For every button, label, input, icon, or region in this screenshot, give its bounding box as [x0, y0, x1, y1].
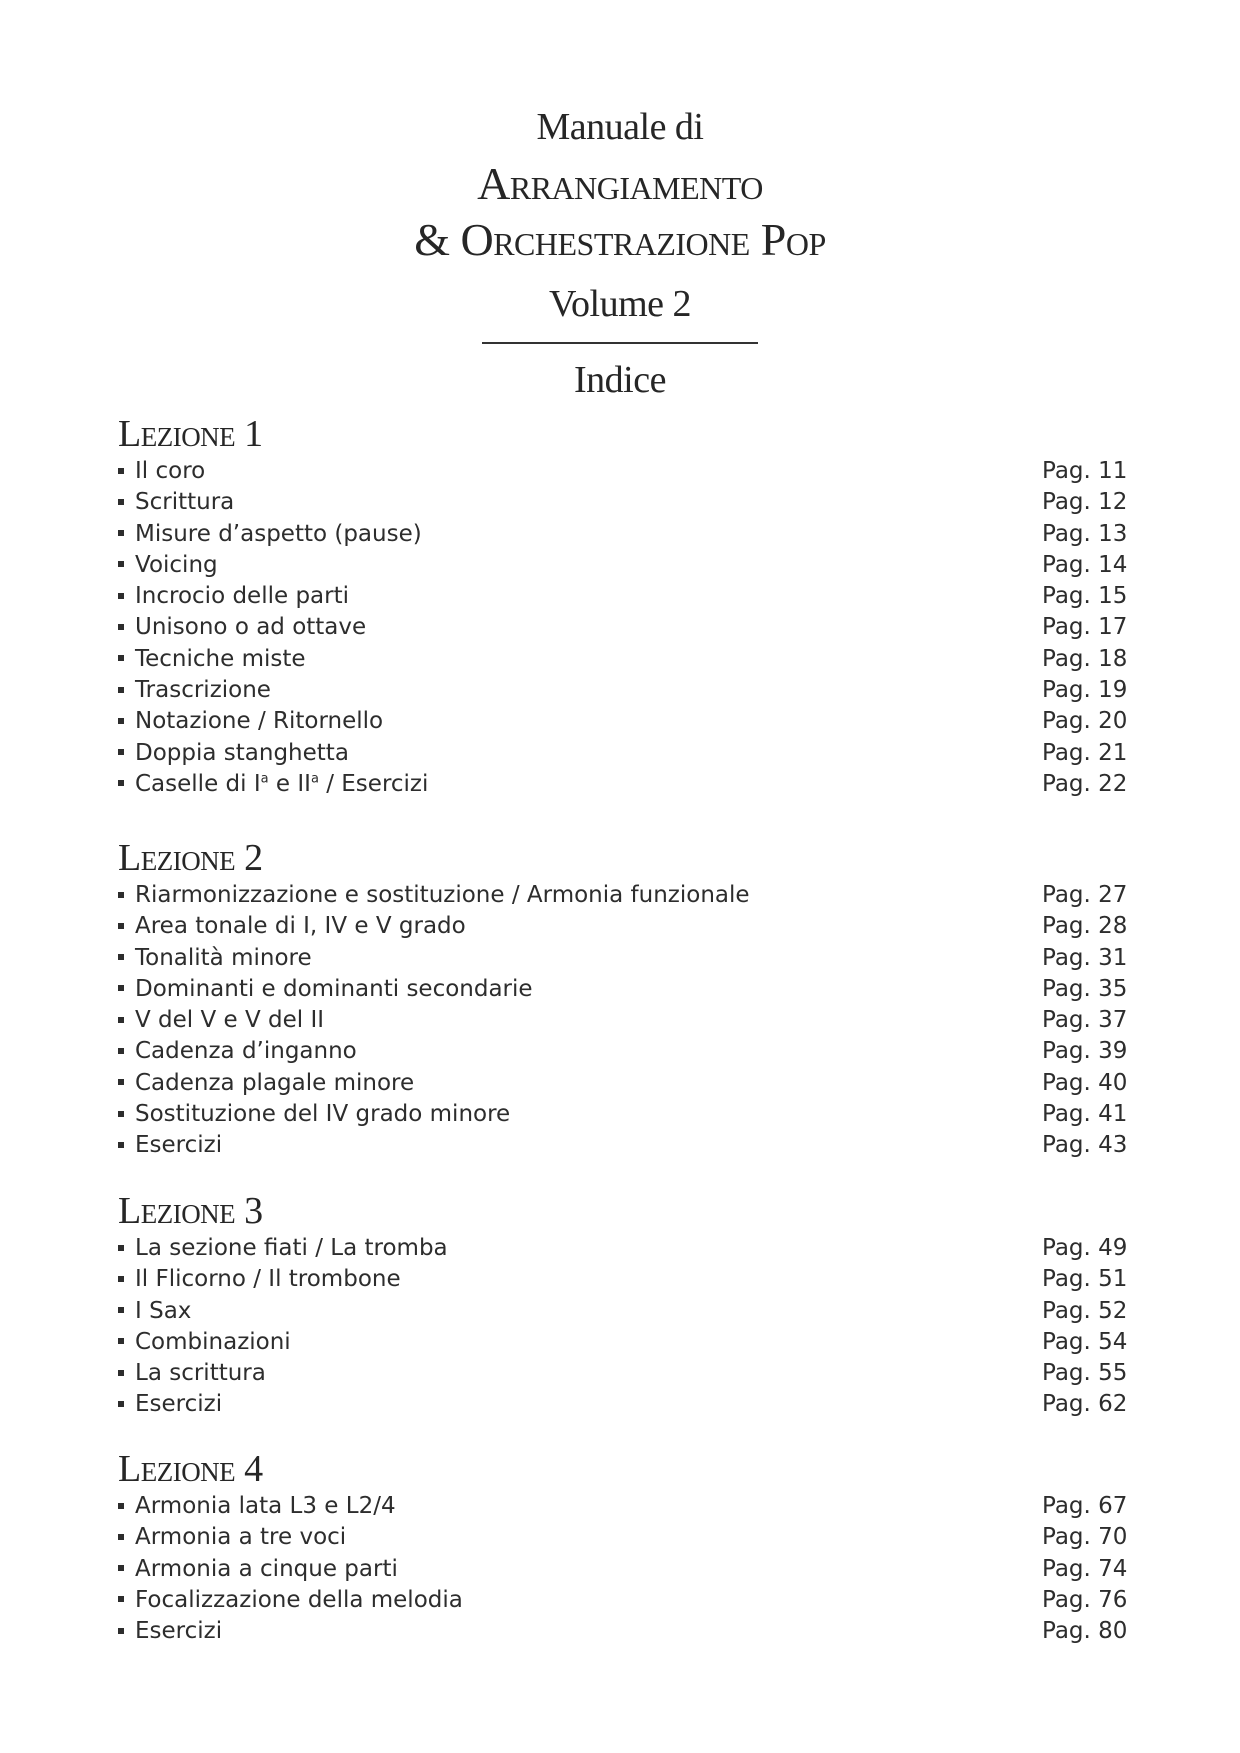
toc-entry-label: Misure d’aspetto (pause) — [135, 520, 422, 547]
lesson-title: Lezione 1 — [118, 413, 263, 455]
toc-entry-label: Area tonale di I, IV e V grado — [135, 913, 466, 940]
toc-entry-page: Pag. 11 — [1042, 458, 1128, 484]
bullet-icon — [118, 1401, 124, 1407]
toc-entry-page: Pag. 27 — [1042, 882, 1128, 908]
bullet-icon — [118, 624, 124, 630]
title-line-2: Arrangiamento — [477, 158, 763, 209]
toc-entry-page: Pag. 74 — [1042, 1555, 1128, 1582]
toc-entry-label: Focalizzazione della melodia — [135, 1586, 463, 1613]
toc-entry[interactable] — [118, 1296, 1128, 1327]
lesson-title: Lezione 2 — [118, 837, 263, 879]
toc-entry-page: Pag. 80 — [1042, 1618, 1128, 1645]
lesson-title: Lezione 3 — [118, 1190, 263, 1232]
bullet-icon — [118, 468, 124, 474]
toc-entry-label: Unisono o ad ottave — [135, 614, 367, 641]
toc-entry-page: Pag. 39 — [1042, 1038, 1128, 1065]
lesson-4-section — [118, 1447, 1128, 1647]
ordinal-superscript: a — [310, 771, 319, 787]
bullet-icon — [118, 1596, 124, 1602]
label-part: / Esercizi — [318, 770, 429, 797]
toc-entry[interactable] — [118, 612, 1128, 643]
toc-entry-page: Pag. 14 — [1042, 551, 1128, 578]
bullet-icon — [118, 718, 124, 724]
toc-entry[interactable] — [118, 487, 1128, 518]
bullet-icon — [118, 954, 124, 960]
bullet-icon — [118, 655, 124, 661]
toc-entry-label: Sostituzione del IV grado minore — [135, 1101, 511, 1128]
toc-entry[interactable] — [118, 1585, 1128, 1616]
toc-entry-label: Voicing — [135, 551, 218, 578]
lesson-2-section — [118, 836, 1128, 1162]
toc-entry-label: Cadenza plagale minore — [135, 1069, 415, 1096]
bullet-icon — [118, 780, 124, 786]
toc-entry[interactable] — [118, 550, 1128, 581]
bullet-icon — [118, 1503, 124, 1509]
bullet-icon — [118, 923, 124, 929]
toc-entry[interactable] — [118, 706, 1128, 737]
toc-entry-page: Pag. 62 — [1042, 1391, 1128, 1418]
toc-entry[interactable] — [118, 1099, 1128, 1130]
lesson-title: Lezione 4 — [118, 1448, 263, 1490]
toc-entry[interactable] — [118, 1522, 1128, 1553]
bullet-icon — [118, 1565, 124, 1571]
toc-entry-label: Armonia lata L3 e L2/4 — [135, 1493, 396, 1519]
bullet-icon — [118, 1079, 124, 1085]
toc-entry-label: Il Flicorno / Il trombone — [135, 1266, 401, 1293]
toc-entry[interactable] — [118, 880, 1128, 911]
toc-entry[interactable] — [118, 1358, 1128, 1389]
bullet-icon — [118, 687, 124, 693]
toc-entry-label: Scrittura — [135, 489, 235, 516]
book-header — [0, 98, 1240, 404]
toc-entry-label: Il coro — [135, 458, 206, 484]
toc-entry-label — [135, 771, 428, 797]
toc-entry[interactable] — [118, 675, 1128, 706]
bullet-icon — [118, 1338, 124, 1344]
toc-entry-label: Doppia stanghetta — [135, 739, 349, 766]
toc-entry-page: Pag. 28 — [1042, 913, 1128, 940]
toc-entry-page: Pag. 35 — [1042, 975, 1128, 1002]
toc-entry-label: Esercizi — [135, 1132, 223, 1159]
toc-entry[interactable] — [118, 1233, 1128, 1264]
toc-entry[interactable] — [118, 1554, 1128, 1585]
toc-entry-page: Pag. 31 — [1042, 944, 1128, 971]
bullet-icon — [118, 1017, 124, 1023]
toc-entry[interactable] — [118, 738, 1128, 769]
toc-entry[interactable] — [118, 1327, 1128, 1358]
bullet-icon — [118, 499, 124, 505]
toc-entry-page: Pag. 76 — [1042, 1586, 1128, 1613]
toc-entry-label: La scrittura — [135, 1360, 266, 1387]
toc-entry-page: Pag. 21 — [1042, 739, 1128, 766]
toc-entry-page: Pag. 52 — [1042, 1297, 1128, 1324]
lesson-1-section — [118, 412, 1128, 800]
toc-entry-label: Tecniche miste — [135, 645, 306, 672]
label-part: e II — [268, 770, 311, 797]
toc-entry-label: Tonalità minore — [135, 944, 312, 971]
toc-entry[interactable] — [118, 1389, 1128, 1420]
bullet-icon — [118, 1628, 124, 1634]
toc-entry-label: Notazione / Ritornello — [135, 708, 384, 735]
toc-entry-page: Pag. 55 — [1042, 1360, 1128, 1387]
toc-entry[interactable] — [118, 1616, 1128, 1647]
toc-entry-page: Pag. 15 — [1042, 583, 1128, 610]
toc-entry-label: V del V e V del II — [135, 1007, 325, 1034]
toc-entry-label: Cadenza d’inganno — [135, 1038, 357, 1065]
toc-entry-label: Dominanti e dominanti secondarie — [135, 975, 533, 1002]
toc-entry[interactable] — [118, 1264, 1128, 1295]
toc-entry[interactable] — [118, 1036, 1128, 1067]
toc-entry-page: Pag. 51 — [1042, 1266, 1128, 1293]
index-title: Indice — [574, 359, 666, 401]
ordinal-superscript: a — [260, 771, 269, 787]
toc-entry[interactable] — [118, 456, 1128, 487]
bullet-icon — [118, 1307, 124, 1313]
bullet-icon — [118, 1370, 124, 1376]
toc-entry[interactable] — [118, 974, 1128, 1005]
toc-entry-label: Riarmonizzazione e sostituzione / Armonia funzionale — [135, 882, 750, 908]
toc-entry-label: Armonia a tre voci — [135, 1524, 347, 1551]
toc-entry[interactable] — [118, 943, 1128, 974]
lesson-3-section — [118, 1189, 1128, 1421]
toc-entry-page: Pag. 43 — [1042, 1132, 1128, 1159]
toc-entry-page: Pag. 20 — [1042, 708, 1128, 735]
bullet-icon — [118, 1534, 124, 1540]
toc-entry[interactable] — [118, 519, 1128, 550]
toc-entry-label: Combinazioni — [135, 1328, 291, 1355]
bullet-icon — [118, 593, 124, 599]
toc-entry-page: Pag. 67 — [1042, 1493, 1128, 1519]
toc-entry[interactable] — [118, 1491, 1128, 1522]
title-line-3: & Orchestrazione Pop — [414, 214, 826, 265]
toc-entry[interactable] — [118, 1130, 1128, 1161]
toc-entry-page: Pag. 54 — [1042, 1328, 1128, 1355]
toc-entry-page: Pag. 22 — [1042, 770, 1128, 797]
toc-entry-page: Pag. 19 — [1042, 677, 1128, 704]
toc-entry-page: Pag. 18 — [1042, 645, 1128, 672]
toc-entry-label: La sezione fiati / La tromba — [135, 1235, 448, 1261]
label-part: Caselle di I — [135, 770, 261, 797]
toc-entry-page: Pag. 12 — [1042, 489, 1128, 516]
bullet-icon — [118, 561, 124, 567]
toc-entry[interactable] — [118, 1068, 1128, 1099]
bullet-icon — [118, 1276, 124, 1282]
toc-entry[interactable] — [118, 1005, 1128, 1036]
toc-entry-label: Incrocio delle parti — [135, 583, 349, 610]
toc-entry-label: Trascrizione — [135, 677, 271, 704]
toc-entry-label: Esercizi — [135, 1618, 223, 1645]
toc-entry-page: Pag. 13 — [1042, 520, 1128, 547]
toc-entry-page: Pag. 70 — [1042, 1524, 1128, 1551]
bullet-icon — [118, 749, 124, 755]
toc-entry-label: Esercizi — [135, 1391, 223, 1418]
toc-entry-page: Pag. 17 — [1042, 614, 1128, 641]
title-line-1: Manuale di — [536, 106, 704, 148]
bullet-icon — [118, 530, 124, 536]
bullet-icon — [118, 1048, 124, 1054]
toc-entry-label: Armonia a cinque parti — [135, 1555, 398, 1582]
toc-entry-page: Pag. 41 — [1042, 1101, 1128, 1128]
toc-entry-page: Pag. 40 — [1042, 1069, 1128, 1096]
toc-entry[interactable] — [118, 769, 1128, 800]
bullet-icon — [118, 1111, 124, 1117]
bullet-icon — [118, 985, 124, 991]
toc-entry-page: Pag. 49 — [1042, 1235, 1128, 1261]
volume-label: Volume 2 — [548, 283, 692, 325]
bullet-icon — [118, 892, 124, 898]
divider — [482, 342, 758, 344]
bullet-icon — [118, 1245, 124, 1251]
toc-entry-label: I Sax — [135, 1297, 192, 1324]
toc-entry-page: Pag. 37 — [1042, 1007, 1128, 1034]
bullet-icon — [118, 1142, 124, 1148]
toc-entry[interactable] — [118, 581, 1128, 612]
toc-entry[interactable] — [118, 644, 1128, 675]
toc-entry[interactable] — [118, 911, 1128, 942]
